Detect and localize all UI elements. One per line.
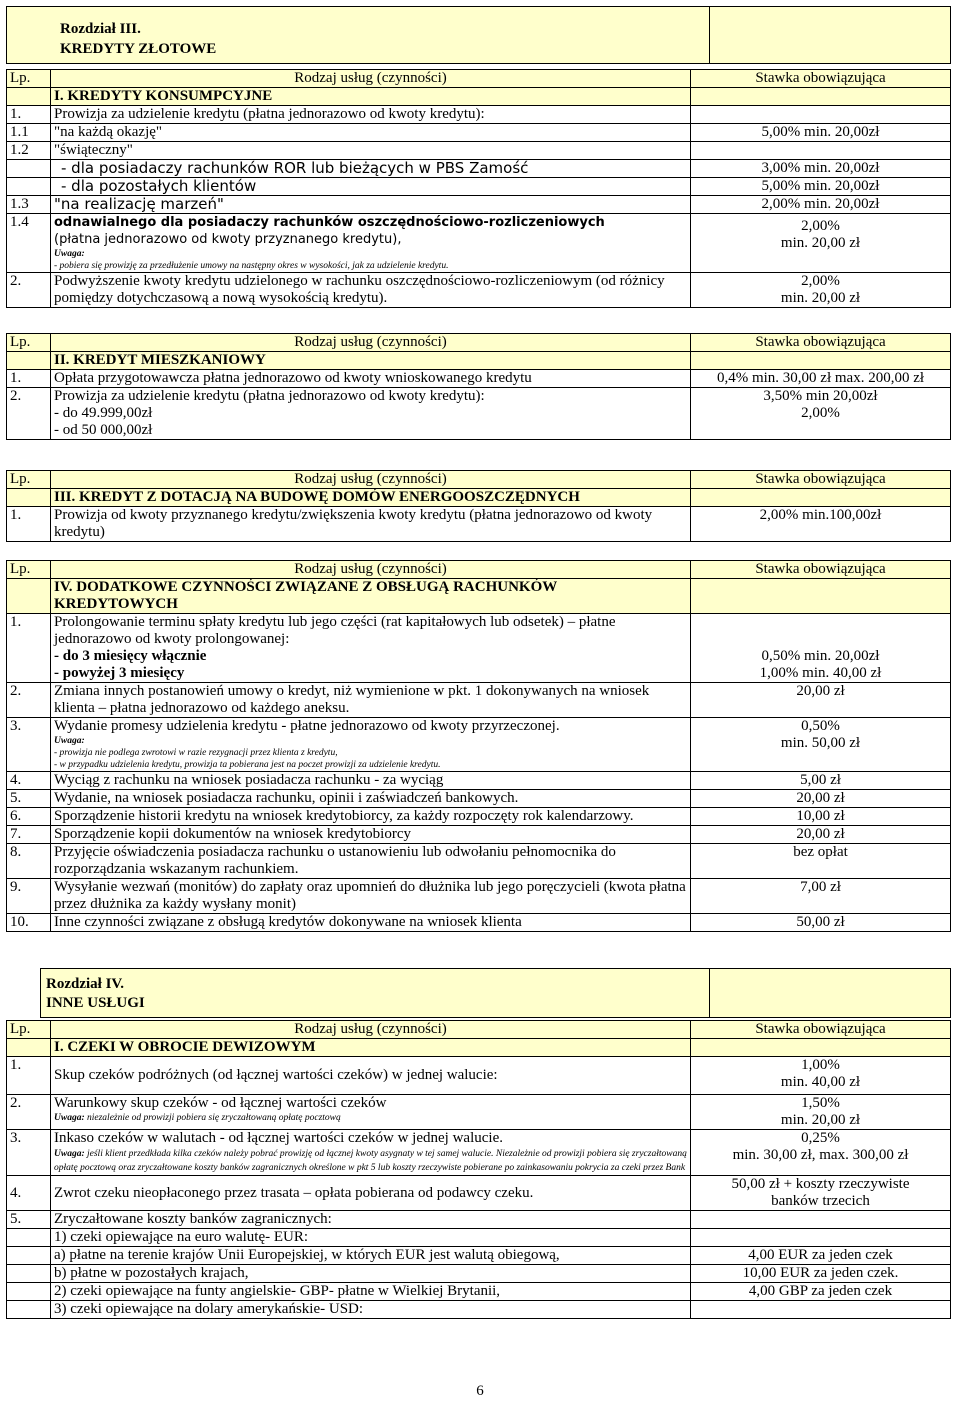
row-rate-line2: min. 40,00 zł: [780, 1074, 861, 1090]
table-row: [7, 214, 951, 273]
row-rate: 2,00% min. 20,00zł: [691, 196, 951, 214]
note-label: Uwaga:: [54, 1149, 85, 1159]
col-header-rate: Stawka obowiązująca: [691, 70, 951, 88]
table-row: [7, 808, 951, 826]
row-text: Sporządzenie historii kredytu na wniosek kredytobiorcy, za każdy rozpoczęty rok kalendarzowy.: [51, 808, 691, 826]
col-header-lp: Lp.: [7, 334, 51, 352]
row-lp: 10.: [7, 914, 51, 932]
group-title: I. KREDYTY KONSUMPCYJNE: [51, 88, 691, 106]
table-header-row: [7, 334, 951, 352]
row-text: Przyjęcie oświadczenia posiadacza rachunku o ustanowieniu lub odwołaniu pełnomocnika do rozporządzania wskazanym rachunkiem.: [51, 844, 691, 879]
col-header-service: Rodzaj usług (czynności): [51, 561, 691, 579]
table-row: [7, 1211, 951, 1229]
row-rate: 3,00% min. 20,00zł: [691, 160, 951, 178]
row-rate: [691, 214, 951, 273]
row-text-line1: Prowizja za udzielenie kredytu (płatna jednorazowo od kwoty kredytu):: [54, 388, 485, 404]
row-text: Wysyłanie wezwań (monitów) do zapłaty oraz upomnień do dłużnika lub jego poręczycieli (kwota płatna przez dłużnika za każdy wysłany monit): [51, 879, 691, 914]
table-row: [7, 826, 951, 844]
row-text: Skup czeków podróżnych (od łącznej wartości czeków) w jednej walucie:: [51, 1057, 691, 1095]
section4-title-line1: Rozdział IV.: [46, 976, 125, 992]
row-lp: 1.: [7, 370, 51, 388]
col-header-service: Rodzaj usług (czynności): [51, 334, 691, 352]
row-text-line1: Warunkowy skup czeków - od łącznej wartości czeków: [54, 1095, 387, 1111]
table-row: [7, 1057, 951, 1095]
row-rate: [691, 1130, 951, 1176]
section-title-side-box: [709, 6, 951, 64]
row-text: - dla pozostałych klientów: [51, 178, 691, 196]
row-lp: 1.3: [7, 196, 51, 214]
table-row: [7, 1247, 951, 1265]
note-text: - w przypadku udzielenia kredytu, prowizja ta pobierana jest na poczet prowizji za udzielenie kredytu.: [54, 760, 441, 770]
row-rate-line1: 2,00%: [801, 273, 840, 289]
row-text: Prowizja od kwoty przyznanego kredytu/zwiększenia kwoty kredytu (płatna jednorazowo od kwoty kredytu): [51, 507, 691, 542]
row-rate: 20,00 zł: [691, 683, 951, 718]
row-rate-line2: min. 20,00 zł: [780, 1112, 861, 1128]
table-consumer-loans: [6, 69, 951, 308]
table-row: [7, 160, 951, 178]
row-lp: 1.2: [7, 142, 51, 160]
group-title: III. KREDYT Z DOTACJĄ NA BUDOWĘ DOMÓW ENERGOOSZCZĘDNYCH: [51, 489, 691, 507]
row-lp: 3.: [7, 1130, 51, 1176]
col-header-service: Rodzaj usług (czynności): [51, 70, 691, 88]
row-lp: 7.: [7, 826, 51, 844]
table-row: [7, 178, 951, 196]
table-header-row: [7, 471, 951, 489]
row-rate: [691, 388, 951, 440]
group-title-line1: IV. DODATKOWE CZYNNOŚCI ZWIĄZANE Z OBSŁUGĄ RACHUNKÓW: [54, 579, 558, 595]
row-rate-line2: min. 20,00 zł: [780, 235, 861, 251]
col-header-service: Rodzaj usług (czynności): [51, 471, 691, 489]
row-lp: 9.: [7, 879, 51, 914]
group-row: [7, 579, 951, 614]
row-text: Sporządzenie kopii dokumentów na wniosek kredytobiorcy: [51, 826, 691, 844]
row-rate-line2: banków trzecich: [771, 1193, 870, 1209]
note-label: Uwaga:: [54, 249, 85, 259]
col-header-lp: Lp.: [7, 1021, 51, 1039]
row-text: Opłata przygotowawcza płatna jednorazowo od kwoty wnioskowanego kredytu: [51, 370, 691, 388]
group-row: [7, 352, 951, 370]
table-row: [7, 142, 951, 160]
row-text: b) płatne w pozostałych krajach,: [51, 1265, 691, 1283]
section4-title-box: [40, 968, 710, 1018]
row-text: Wydanie, na wniosek posiadacza rachunku, opinii i zaświadczeń bankowych.: [51, 790, 691, 808]
col-header-lp: Lp.: [7, 561, 51, 579]
row-rate: 50,00 zł: [691, 914, 951, 932]
row-lp: 1.: [7, 106, 51, 124]
table-row: [7, 273, 951, 308]
row-lp: 4.: [7, 1176, 51, 1211]
row-rate: 2,00% min.100,00zł: [691, 507, 951, 542]
row-lp: 2.: [7, 1095, 51, 1130]
table-row: [7, 914, 951, 932]
table-header-row: [7, 70, 951, 88]
row-rate-line2: min. 20,00 zł: [780, 290, 861, 306]
row-rate: 10,00 EUR za jeden czek.: [691, 1265, 951, 1283]
row-text: [51, 718, 691, 772]
row-lp: 3.: [7, 718, 51, 772]
col-header-rate: Stawka obowiązująca: [691, 334, 951, 352]
section-title-line1: Rozdział III.: [60, 21, 141, 37]
table-row: [7, 1265, 951, 1283]
row-text-line3: - od 50 000,00zł: [54, 422, 153, 438]
row-text: Zmiana innych postanowień umowy o kredyt, niż wymienione w pkt. 1 dokonywanych na wniosek klienta – płatna jednorazowo od każdego aneksu.: [51, 683, 691, 718]
table-row: [7, 683, 951, 718]
row-text: 1) czeki opiewające na euro walutę- EUR:: [51, 1229, 691, 1247]
row-text-line2: - do 49.999,00zł: [54, 405, 153, 421]
note-text: - prowizja nie podlega zwrotowi w razie rezygnacji przez klienta z kredytu,: [54, 748, 338, 758]
group-title: II. KREDYT MIESZKANIOWY: [51, 352, 691, 370]
row-rate: 5,00% min. 20,00zł: [691, 124, 951, 142]
col-header-rate: Stawka obowiązująca: [691, 561, 951, 579]
table-header-row: [7, 561, 951, 579]
table-row: [7, 1229, 951, 1247]
row-text: [51, 1130, 691, 1176]
row-lp: 1.: [7, 507, 51, 542]
row-text: [51, 214, 691, 273]
table-subsidized-loan: [6, 470, 951, 542]
row-lp: 5.: [7, 790, 51, 808]
row-rate: 4,00 GBP za jeden czek: [691, 1283, 951, 1301]
row-text-line3: - powyżej 3 miesięcy: [54, 665, 185, 681]
table-row: [7, 1301, 951, 1319]
row-lp: 5.: [7, 1211, 51, 1229]
row-lp: 1.: [7, 614, 51, 683]
row-rate: 4,00 EUR za jeden czek: [691, 1247, 951, 1265]
row-rate: 20,00 zł: [691, 826, 951, 844]
col-header-rate: Stawka obowiązująca: [691, 1021, 951, 1039]
row-text: 3) czeki opiewające na dolary amerykańskie- USD:: [51, 1301, 691, 1319]
table-row: [7, 844, 951, 879]
row-rate-line1: 2,00%: [801, 218, 840, 234]
col-header-rate: Stawka obowiązująca: [691, 471, 951, 489]
row-lp: 2.: [7, 388, 51, 440]
row-rate-line1: 0,25%: [801, 1130, 840, 1146]
row-text: Prowizja za udzielenie kredytu (płatna jednorazowo od kwoty kredytu):: [51, 106, 691, 124]
row-text: [51, 614, 691, 683]
table-row: [7, 1095, 951, 1130]
section-title-box: [6, 6, 711, 64]
note-label: Uwaga:: [54, 1113, 85, 1123]
note-label: Uwaga:: [54, 736, 85, 746]
row-rate-line1: 3,50% min 20,00zł: [763, 388, 878, 404]
row-text: [51, 388, 691, 440]
page-number: 6: [476, 1383, 484, 1399]
row-rate-line2: 2,00%: [801, 405, 840, 421]
row-rate-line1: 1,00%: [801, 1057, 840, 1073]
col-header-lp: Lp.: [7, 70, 51, 88]
row-text-line1: Wydanie promesy udzielenia kredytu - płatne jednorazowo od kwoty przyrzeczonej.: [54, 718, 560, 734]
row-lp: 6.: [7, 808, 51, 826]
row-text-line1: Prolongowanie terminu spłaty kredytu lub jego części (rat kapitałowych lub odsetek) – płatne jednorazowo od kwoty prolongowanej:: [54, 614, 616, 647]
row-rate: [691, 1095, 951, 1130]
row-text: a) płatne na terenie krajów Unii Europejskiej, w których EUR jest walutą obiegową,: [51, 1247, 691, 1265]
row-rate: 7,00 zł: [691, 879, 951, 914]
group-row: [7, 1039, 951, 1057]
row-text: - dla posiadaczy rachunków ROR lub bieżących w PBS Zamość: [51, 160, 691, 178]
row-lp: 1.4: [7, 214, 51, 273]
group-title: I. CZEKI W OBROCIE DEWIZOWYM: [51, 1039, 691, 1057]
row-rate: 20,00 zł: [691, 790, 951, 808]
row-lp: 2.: [7, 273, 51, 308]
row-rate-line1: 50,00 zł + koszty rzeczywiste: [731, 1176, 910, 1192]
group-title: [51, 579, 691, 614]
table-mortgage: [6, 333, 951, 440]
table-row: [7, 124, 951, 142]
table-row: [7, 790, 951, 808]
table-row: [7, 370, 951, 388]
section4-title-side-box: [709, 968, 951, 1018]
note-text: jeśli klient przedkłada kilka czeków należy pobrać prowizję od łącznej kwoty asygnaty w tej samej walucie. Niezależnie od prowizji pobiera się zryczałtowaną opłatę pocztową oraz zryczałtowane koszty banków zagranicznych określone w pkt 5 lub koszty rzeczywiste pobierane po zainkasowaniu pokrycia za czeki przez Bank: [54, 1149, 687, 1173]
section4-title-line2: INNE USŁUGI: [46, 995, 145, 1011]
table-row: [7, 1283, 951, 1301]
row-text: "na realizację marzeń": [51, 196, 691, 214]
row-rate-line2: min. 50,00 zł: [780, 735, 861, 751]
row-rate: 5,00% min. 20,00zł: [691, 178, 951, 196]
table-row: [7, 772, 951, 790]
row-text-line2: (płatna jednorazowo od kwoty przyznanego kredytu),: [54, 232, 402, 247]
row-rate-line1: 0,50%: [801, 718, 840, 734]
row-lp: 2.: [7, 683, 51, 718]
table-row: [7, 507, 951, 542]
group-row: [7, 489, 951, 507]
row-text: [51, 1095, 691, 1130]
row-rate-line1: 0,50% min. 20,00zł: [761, 648, 880, 664]
row-text: Zryczałtowane koszty banków zagranicznych:: [51, 1211, 691, 1229]
row-rate-line2: 1,00% min. 40,00 zł: [759, 665, 882, 681]
table-additional-services: [6, 560, 951, 932]
row-rate: [691, 614, 951, 683]
group-title-line2: KREDYTOWYCH: [54, 596, 178, 612]
section-title-line2: KREDYTY ZŁOTOWE: [60, 41, 217, 57]
row-rate: 10,00 zł: [691, 808, 951, 826]
table-row: [7, 106, 951, 124]
row-lp: 1.1: [7, 124, 51, 142]
row-text-line2: - do 3 miesięcy włącznie: [54, 648, 207, 664]
row-text-line1: odnawialnego dla posiadaczy rachunków oszczędnościowo-rozliczeniowych: [54, 215, 605, 230]
table-row: [7, 614, 951, 683]
table-row: [7, 1130, 951, 1176]
row-rate: 5,00 zł: [691, 772, 951, 790]
row-rate-line1: 1,50%: [801, 1095, 840, 1111]
table-cheques: [6, 1020, 951, 1319]
row-text: Zwrot czeku nieopłaconego przez trasata – opłata pobierana od podawcy czeku.: [51, 1176, 691, 1211]
row-rate-line2: min. 30,00 zł, max. 300,00 zł: [732, 1147, 909, 1163]
note-text: niezależnie od prowizji pobiera się zryczałtowaną opłatę pocztową: [87, 1113, 341, 1123]
row-lp: 1.: [7, 1057, 51, 1095]
col-header-lp: Lp.: [7, 471, 51, 489]
table-row: [7, 196, 951, 214]
col-header-service: Rodzaj usług (czynności): [51, 1021, 691, 1039]
row-lp: 8.: [7, 844, 51, 879]
note-text: - pobiera się prowizję za przedłużenie umowy na następny okres w wysokości, jak za udzielenie kredytu.: [54, 261, 449, 271]
row-lp: 4.: [7, 772, 51, 790]
row-text: 2) czeki opiewające na funty angielskie- GBP- płatne w Wielkiej Brytanii,: [51, 1283, 691, 1301]
table-row: [7, 1176, 951, 1211]
row-text: "na każdą okazję": [51, 124, 691, 142]
row-rate: [691, 1057, 951, 1095]
row-text: Podwyższenie kwoty kredytu udzielonego w rachunku oszczędnościowo-rozliczeniowym (od różnicy pomiędzy dotychczasową a nową wysokością kredytu).: [51, 273, 691, 308]
row-text: Wyciąg z rachunku na wniosek posiadacza rachunku - za wyciąg: [51, 772, 691, 790]
row-rate: [691, 1176, 951, 1211]
table-row: [7, 388, 951, 440]
row-rate: 0,4% min. 30,00 zł max. 200,00 zł: [691, 370, 951, 388]
group-row: [7, 88, 951, 106]
row-text: "świąteczny": [51, 142, 691, 160]
row-rate: [691, 718, 951, 772]
row-rate: [691, 273, 951, 308]
row-text: Inne czynności związane z obsługą kredytów dokonywane na wniosek klienta: [51, 914, 691, 932]
table-row: [7, 879, 951, 914]
table-header-row: [7, 1021, 951, 1039]
row-rate: bez opłat: [691, 844, 951, 879]
table-row: [7, 718, 951, 772]
row-text-line1: Inkaso czeków w walutach - od łącznej wartości czeków w jednej walucie.: [54, 1130, 503, 1146]
